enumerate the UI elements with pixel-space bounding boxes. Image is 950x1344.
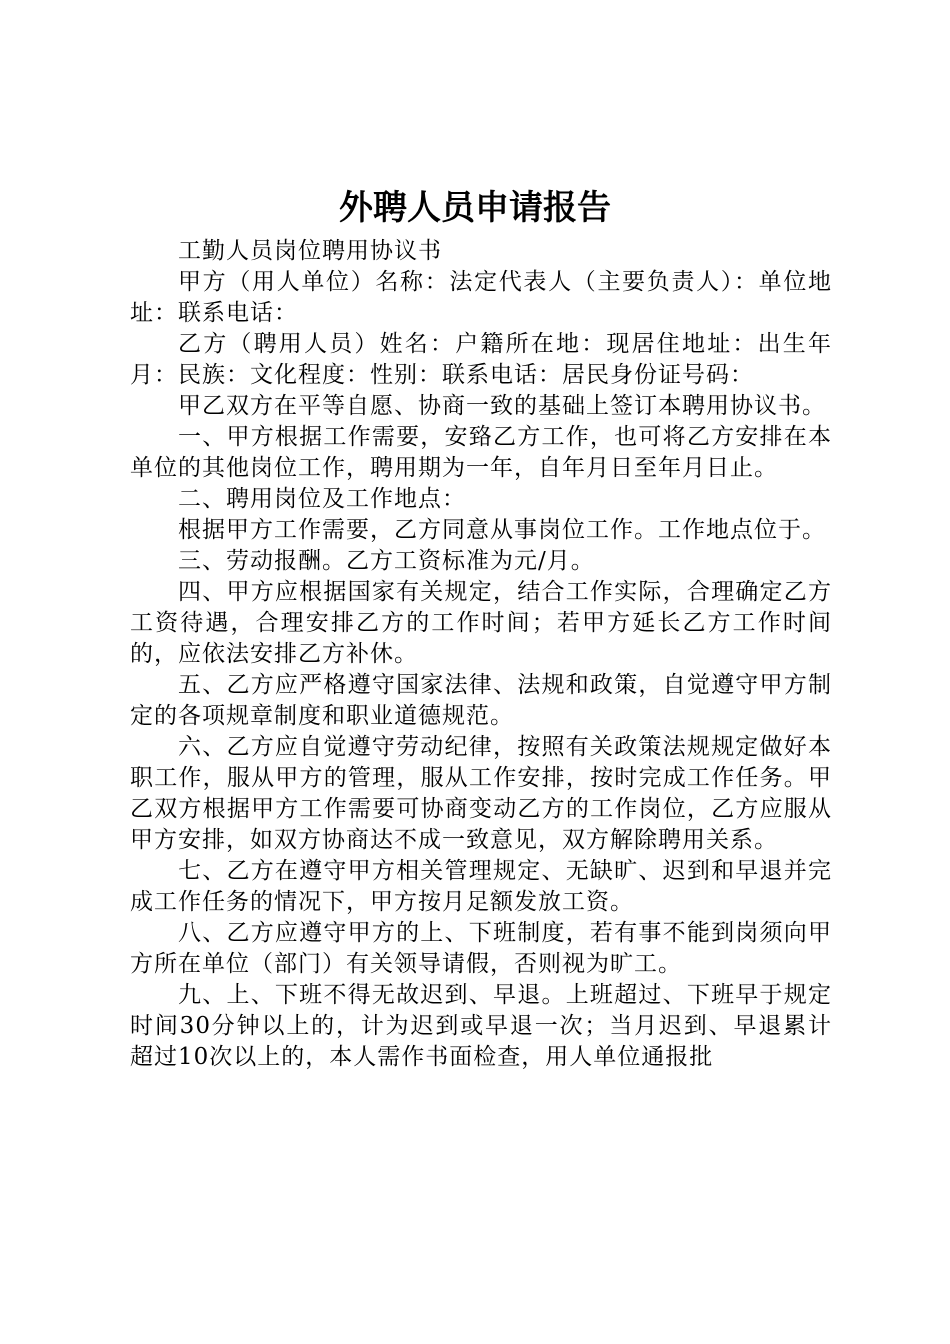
document-title: 外聘人员申请报告 [339,188,611,228]
paragraph-heading: 工勤人员岗位聘用协议书 [178,238,442,264]
paragraph-clause-2: 二、聘用岗位及工作地点： [178,486,466,512]
paragraph-clause-5: 五、乙方应严格遵守国家法律、法规和政策，自觉遵守甲方制定的各项规章制度和职业道德规范。 [130,672,832,729]
document-body [130,236,832,1073]
paragraph-clause-6: 六、乙方应自觉遵守劳动纪律，按照有关政策法规规定做好本职工作，服从甲方的管理，服从工作安排，按时完成工作任务。甲乙双方根据甲方工作需要可协商变动乙方的工作岗位，乙方应服从甲方安排，如双方协商达不成一致意见，双方解除聘用关系。 [130,734,832,853]
paragraph-clause-4: 四、甲方应根据国家有关规定，结合工作实际，合理确定乙方工资待遇，合理安排乙方的工作时间；若甲方延长乙方工作时间的，应依法安排乙方补休。 [130,579,832,667]
paragraph-clause-2-detail: 根据甲方工作需要，乙方同意从事岗位工作。工作地点位于。 [178,517,826,543]
paragraph-clause-9: 九、上、下班不得无故迟到、早退。上班超过、下班早于规定时间30分钟以上的，计为迟到或早退一次；当月迟到、早退累计超过10次以上的，本人需作书面检查，用人单位通报批 [130,982,832,1070]
paragraph-party-a: 甲方（用人单位）名称：法定代表人（主要负责人）：单位地址：联系电话： [130,269,832,326]
paragraph-clause-7: 七、乙方在遵守甲方相关管理规定、无缺旷、迟到和早退并完成工作任务的情况下，甲方按月足额发放工资。 [130,858,832,915]
paragraph-agreement: 甲乙双方在平等自愿、协商一致的基础上签订本聘用协议书。 [178,393,826,419]
paragraph-party-b: 乙方（聘用人员）姓名：户籍所在地：现居住地址：出生年月：民族：文化程度：性别：联系电话：居民身份证号码： [130,331,832,388]
paragraph-clause-8: 八、乙方应遵守甲方的上、下班制度，若有事不能到岗须向甲方所在单位（部门）有关领导请假，否则视为旷工。 [130,920,832,977]
paragraph-clause-3: 三、劳动报酬。乙方工资标准为元/月。 [178,548,595,574]
paragraph-clause-1: 一、甲方根据工作需要，安臵乙方工作，也可将乙方安排在本单位的其他岗位工作，聘用期为一年，自年月日至年月日止。 [130,424,832,481]
